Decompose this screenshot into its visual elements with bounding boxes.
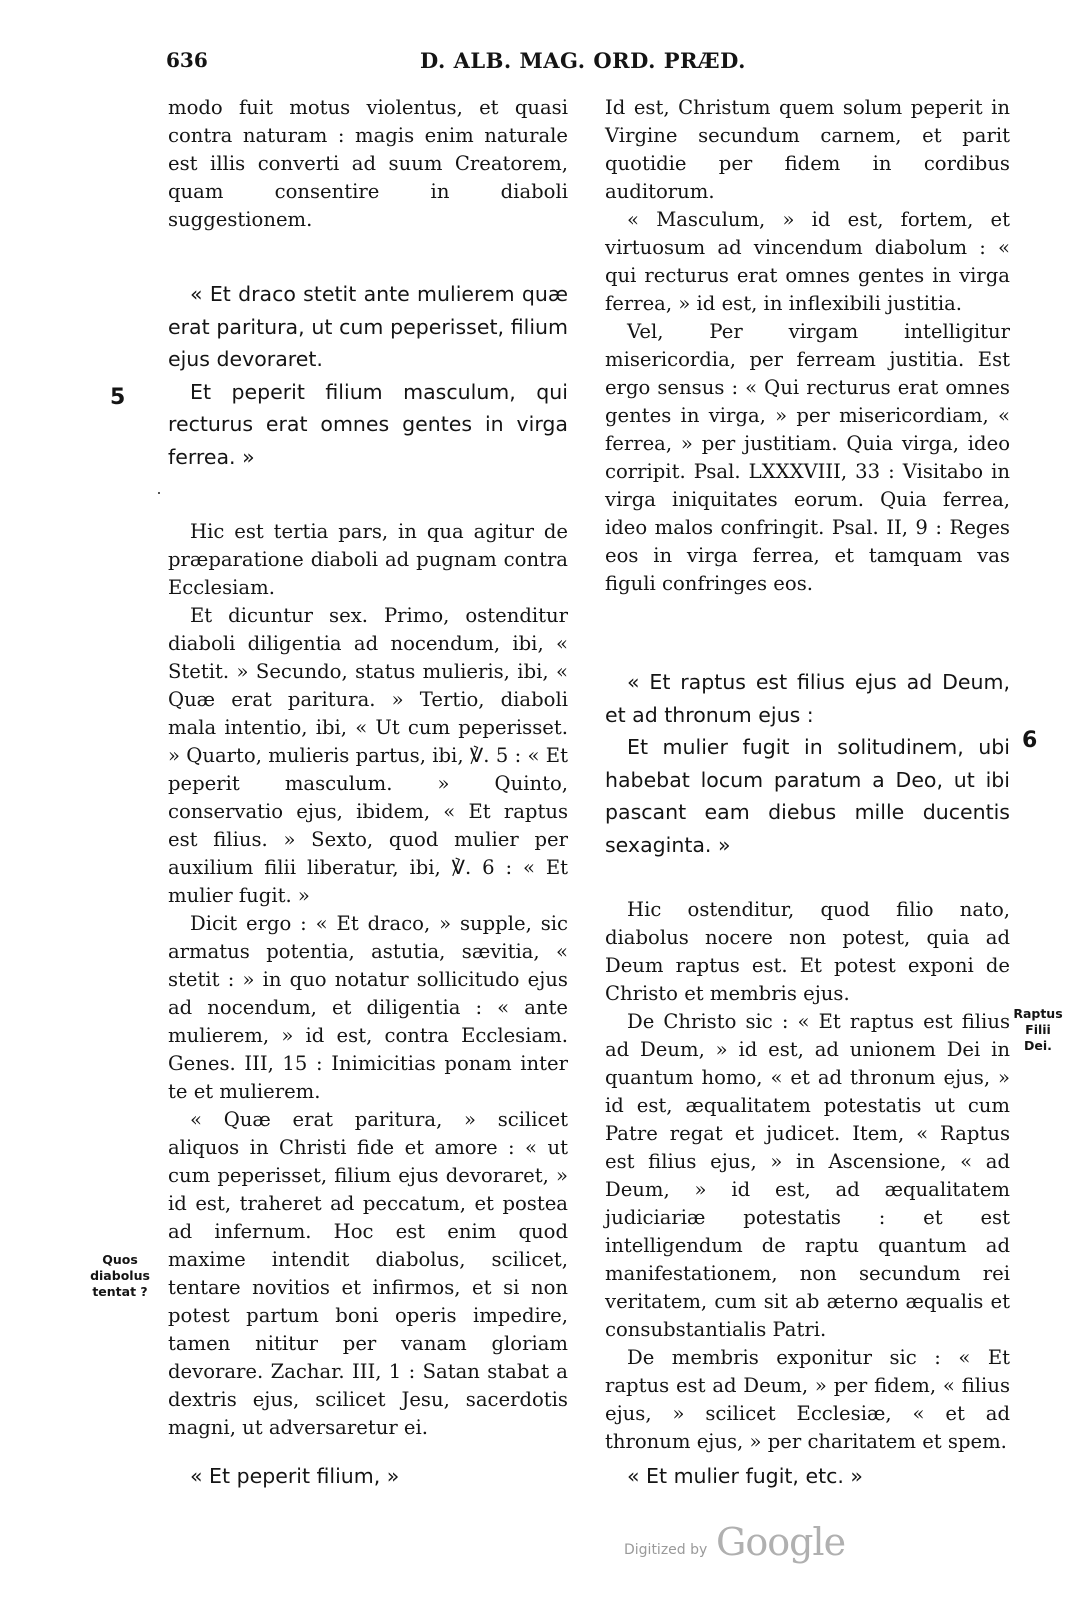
digitized-watermark: [624, 1520, 924, 1580]
scripture-lemma-right: « Et mulier fugit, etc. »: [627, 1464, 863, 1488]
left-column: [168, 94, 568, 234]
right-paragraph-5: De Christo sic : « Et raptus est filius ad Deum, » id est, ad unionem Dei in quantum homo, « et ad thronum ejus, » id est, æqualitatem potestatis ut cum Patre regat et judicet. Item, « Raptus est filius ejus, » in Ascensione, « ad Deum, » id est, ad æqualitatem judiciariæ potestatis : et est intelligendum de raptu quantum ad manifestationem, non secundum rei veritatem, cum sit ab æterno æqualis et consubstantialis Patri.: [605, 1010, 1010, 1341]
left-scripture-2: [168, 1460, 568, 1493]
margin-note-left: Quos diabolus tentat ?: [90, 1252, 150, 1299]
left-paragraph-5: « Quæ erat paritura, » scilicet aliquos in Christi fide et amore : « ut cum peperisset, filium ejus devoraret, » id est, traheret ad peccatum, et postea ad infernum. Hoc est enim quod maxime intendit diabolus, scilicet, tentare novitios et infirmos, et si non potest partum boni operis impedire, tamen nititur per vanam gloriam devorare. Zachar. III, 1 : Satan stabat a dextris ejus, scilicet Jesu, sacerdotis magni, ut adversaretur ei.: [168, 1108, 568, 1439]
right-paragraph-3: Vel, Per virgam intelligitur misericordia, per ferream justitia. Est ergo sensus : « Qui recturus erat omnes gentes in virga, » per misericordiam, « ferrea, » per justitiam. Quia virga, ideo corripit. Psal. LXXXVIII, 33 : Visitabo in virga iniquitates eorum. Quia ferrea, ideo malos confringit. Psal. II, 9 : Reges eos in virga ferrea, et tamquam vas figuli confringes eos.: [605, 320, 1010, 595]
right-paragraph-4: Hic ostenditur, quod filio nato, diabolus nocere non potest, quia ad Deum raptus est. Et potest exponi de Christo et membris ejus.: [605, 898, 1010, 1005]
print-speck: [158, 492, 160, 494]
right-paragraph-2: « Masculum, » id est, fortem, et virtuosum ad vincendum diabolum : « qui recturus erat omnes gentes in virga ferrea, » id est, in inflexibili justitia.: [605, 208, 1010, 315]
right-paragraph-1: Id est, Christum quem solum peperit in Virgine secundum carnem, et parit quotidie per fidem in cordibus auditorum.: [605, 96, 1010, 203]
left-paragraph-4: Dicit ergo : « Et draco, » supple, sic armatus potentia, astutia, sævitia, « stetit : » in quo notatur sollicitudo ejus ad nocendum, et diligentia : « ante mulierem, » id est, contra Ecclesiam. Genes. III, 15 : Inimicitias ponam inter te et mulierem.: [168, 912, 568, 1103]
right-scripture-2: [605, 1460, 1010, 1493]
page-header: [0, 48, 1080, 82]
scripture-verse-6: Et mulier fugit in solitudinem, ubi habebat locum paratum a Deo, ut ibi pascant eam diebus mille ducentis sexaginta. »: [605, 735, 1010, 857]
scripture-verse-5: Et peperit filium masculum, qui recturus erat omnes gentes in virga ferrea. »: [168, 379, 568, 469]
verse-number-5: 5: [110, 385, 126, 410]
left-paragraph-1: modo fuit motus violentus, et quasi contra naturam : magis enim naturale est illis converti ad suum Creatorem, quam consentire in diaboli suggestionem.: [168, 96, 568, 231]
google-logo: Google: [716, 1520, 846, 1564]
scripture-verse-4: « Et draco stetit ante mulierem quæ erat paritura, ut cum peperisset, filium ejus devoraret.: [168, 282, 568, 371]
scripture-lemma-left: « Et peperit filium, »: [190, 1464, 400, 1488]
right-paragraph-6: De membris exponitur sic : « Et raptus est ad Deum, » per fidem, « filius ejus, » scilicet Ecclesiæ, « et ad thronum ejus, » per charitatem et spem.: [605, 1346, 1010, 1453]
left-scripture-1: [168, 278, 568, 473]
scripture-raptus: « Et raptus est filius ejus ad Deum, et ad thronum ejus :: [605, 670, 1010, 727]
left-paragraph-3: Et dicuntur sex. Primo, ostenditur diaboli diligentia ad nocendum, ibi, « Stetit. » Secundo, status mulieris, ibi, « Quæ erat paritura. » Tertio, diaboli mala intentio, ibi, « Ut cum peperisset. » Quarto, mulieris partus, ibi, ℣. 5 : « Et peperit masculum. » Quinto, conservatio ejus, ibidem, « Et raptus est filius. » Sexto, quod mulier per auxilium filii liberatur, ibi, ℣. 6 : « Et mulier fugit. »: [168, 604, 568, 907]
left-paragraph-2: Hic est tertia pars, in qua agitur de præparatione diaboli ad pugnam contra Ecclesiam.: [168, 520, 568, 599]
running-head: D. ALB. MAG. ORD. PRÆD.: [420, 48, 746, 73]
right-commentary: [605, 896, 1010, 1456]
right-scripture-1: [605, 666, 1010, 861]
verse-number-6: 6: [1022, 728, 1038, 753]
margin-note-right: Raptus Filii Dei.: [1013, 1006, 1063, 1053]
right-column: [605, 94, 1010, 598]
page-number: 636: [166, 48, 208, 72]
digitized-label: Digitized by: [624, 1542, 708, 1558]
left-commentary: [168, 518, 568, 1442]
